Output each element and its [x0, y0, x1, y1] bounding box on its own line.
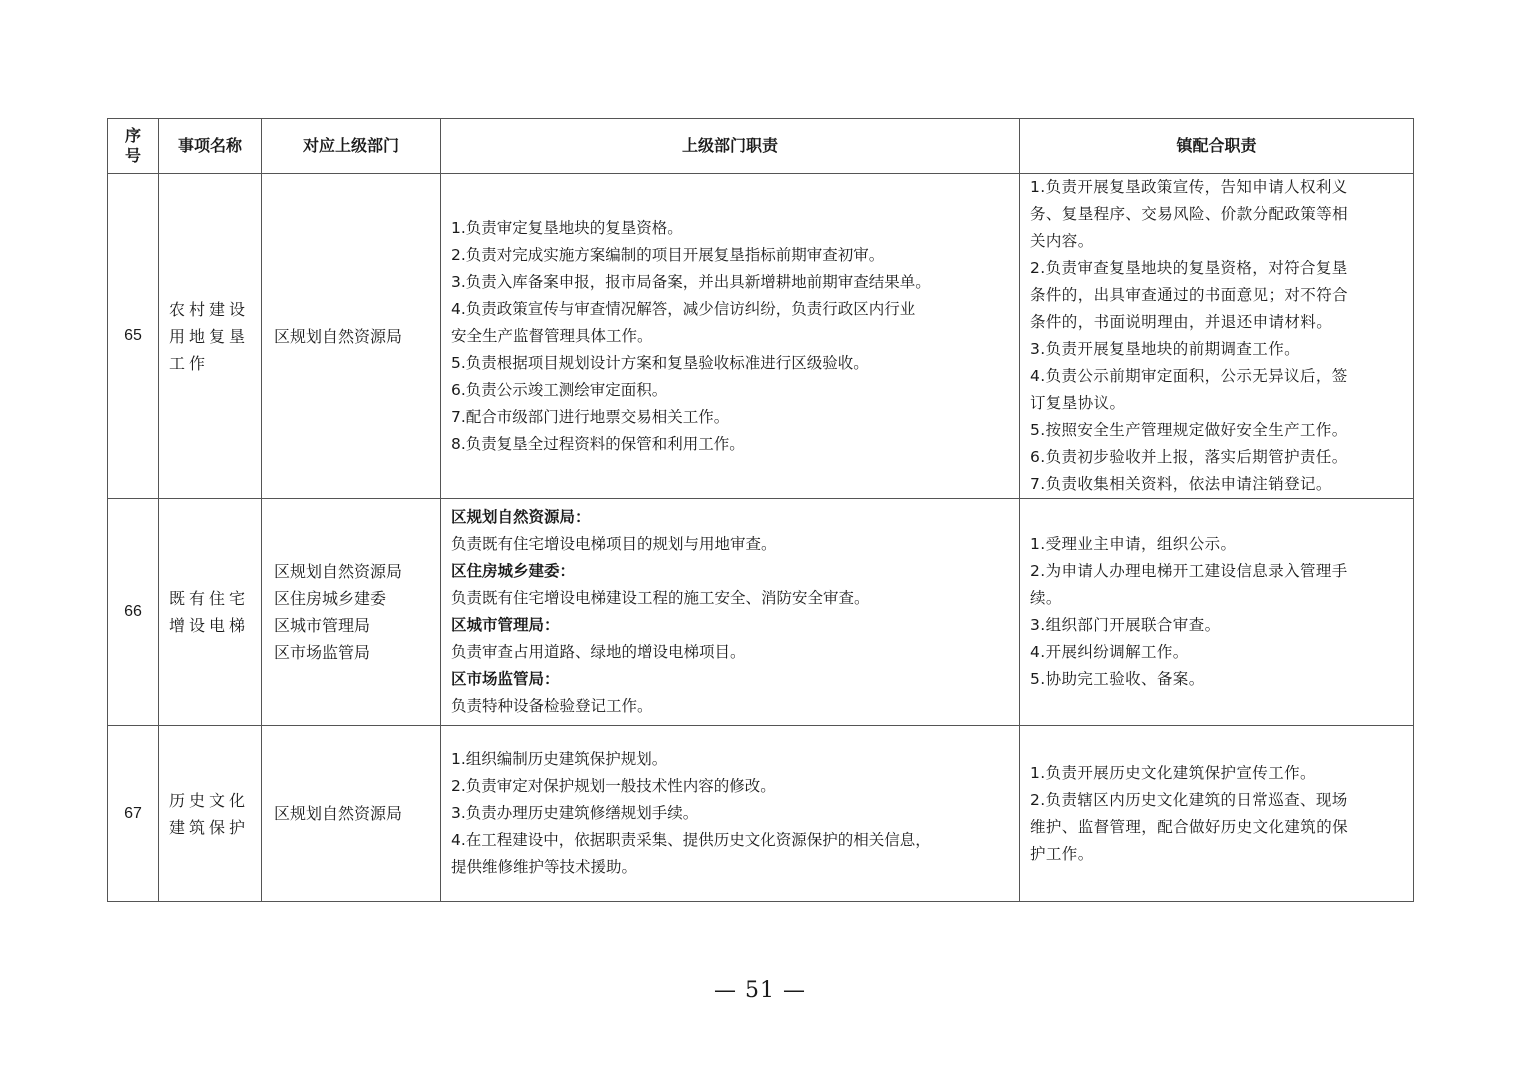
dept-cell — [262, 499, 441, 726]
header-upper-duty: 上级部门职责 — [441, 119, 1020, 174]
duty-line: 条件的，书面说明理由，并退还申请材料。 — [1030, 313, 1333, 331]
duty-line: 3.负责入库备案申报，报市局备案，并出具新增耕地前期审查结果单。 — [451, 272, 931, 291]
item-name-line: 用地复垦 — [169, 326, 250, 346]
duty-line: 3.负责办理历史建筑修缮规划手续。 — [451, 804, 699, 822]
item-name-cell — [159, 499, 262, 726]
table-row — [108, 499, 1414, 726]
town-duty-cell — [1020, 499, 1414, 726]
upper-duty-cell — [441, 174, 1020, 499]
dept-line: 区规划自然资源局 — [274, 326, 403, 346]
row-number: 66 — [108, 499, 159, 726]
duty-line: 2.为申请人办理电梯开工建设信息录入管理手 — [1030, 562, 1348, 580]
row-number: 65 — [108, 174, 159, 499]
duty-line: 负责既有住宅增设电梯建设工程的施工安全、消防安全审查。 — [451, 589, 870, 607]
duty-line: 7.配合市级部门进行地票交易相关工作。 — [451, 407, 730, 426]
dept-heading: 区市场监管局： — [451, 670, 560, 688]
dept-line: 区市场监管局 — [274, 643, 371, 662]
dept-heading: 区规划自然资源局： — [451, 508, 591, 526]
duty-line: 5.按照安全生产管理规定做好安全生产工作。 — [1030, 421, 1348, 439]
duty-line: 安全生产监督管理具体工作。 — [451, 326, 653, 345]
header-item-name: 事项名称 — [159, 119, 262, 174]
duty-line: 负责特种设备检验登记工作。 — [451, 697, 653, 715]
town-duty-cell — [1020, 726, 1414, 902]
duty-line: 续。 — [1030, 589, 1062, 607]
duty-line: 8.负责复垦全过程资料的保管和利用工作。 — [451, 434, 745, 453]
item-name-line: 历史文化 — [169, 790, 250, 810]
duty-line: 3.负责开展复垦地块的前期调查工作。 — [1030, 340, 1300, 358]
page-number: — 51 — — [714, 978, 806, 1003]
header-no: 序 号 — [108, 119, 159, 174]
duty-line: 5.协助完工验收、备案。 — [1030, 670, 1205, 688]
table-row — [108, 174, 1414, 499]
row-number: 67 — [108, 726, 159, 902]
duty-line: 1.受理业主申请，组织公示。 — [1030, 535, 1237, 553]
duty-line: 2.负责对完成实施方案编制的项目开展复垦指标前期审查初审。 — [451, 245, 885, 264]
duty-line: 3.组织部门开展联合审查。 — [1030, 616, 1221, 634]
duty-line: 4.负责政策宣传与审查情况解答，减少信访纠纷，负责行政区内行业 — [451, 299, 916, 318]
duty-line: 6.负责公示竣工测绘审定面积。 — [451, 380, 668, 399]
duty-line: 2.负责辖区内历史文化建筑的日常巡查、现场 — [1030, 790, 1348, 809]
duty-line: 订复垦协议。 — [1030, 394, 1126, 412]
duty-line: 2.负责审定对保护规划一般技术性内容的修改。 — [451, 777, 776, 795]
duty-line: 条件的，出具审查通过的书面意见；对不符合 — [1030, 286, 1349, 304]
header-town-duty: 镇配合职责 — [1020, 119, 1414, 174]
item-name-line: 工作 — [169, 353, 210, 373]
upper-duty-cell — [441, 726, 1020, 902]
duty-line: 7.负责收集相关资料，依法申请注销登记。 — [1030, 475, 1332, 493]
item-name-line: 增设电梯 — [169, 616, 250, 635]
item-name-cell — [159, 174, 262, 499]
duty-line: 4.在工程建设中，依据职责采集、提供历史文化资源保护的相关信息， — [451, 831, 931, 849]
duty-line: 护工作。 — [1030, 844, 1094, 863]
upper-duty-cell — [441, 499, 1020, 726]
duty-line: 务、复垦程序、交易风险、价款分配政策等相 — [1030, 205, 1349, 223]
header-upper-dept: 对应上级部门 — [262, 119, 441, 174]
duty-line: 4.开展纠纷调解工作。 — [1030, 643, 1189, 661]
duty-line: 负责既有住宅增设电梯项目的规划与用地审查。 — [451, 535, 777, 553]
dept-line: 区规划自然资源局 — [274, 562, 403, 581]
duty-table — [107, 118, 1414, 902]
duty-line: 1.负责开展历史文化建筑保护宣传工作。 — [1030, 763, 1316, 782]
duty-line: 负责审查占用道路、绿地的增设电梯项目。 — [451, 643, 746, 661]
duty-line: 1.负责开展复垦政策宣传，告知申请人权利义 — [1030, 178, 1348, 196]
duty-line: 5.负责根据项目规划设计方案和复垦验收标准进行区级验收。 — [451, 353, 869, 372]
table-row — [108, 726, 1414, 902]
dept-heading: 区住房城乡建委： — [451, 562, 576, 580]
item-name-line: 农村建设 — [169, 299, 250, 319]
duty-line: 关内容。 — [1030, 232, 1094, 250]
duty-line: 6.负责初步验收并上报，落实后期管护责任。 — [1030, 448, 1348, 466]
duty-line: 维护、监督管理，配合做好历史文化建筑的保 — [1030, 817, 1349, 836]
town-duty-cell — [1020, 174, 1414, 499]
duty-line: 4.负责公示前期审定面积，公示无异议后，签 — [1030, 367, 1348, 385]
duty-line: 1.组织编制历史建筑保护规划。 — [451, 750, 668, 768]
dept-line: 区规划自然资源局 — [274, 804, 403, 823]
duty-line: 提供维修维护等技术援助。 — [451, 858, 638, 876]
item-name-line: 既有住宅 — [169, 589, 250, 608]
dept-line: 区城市管理局 — [274, 616, 371, 635]
dept-cell — [262, 726, 441, 902]
item-name-cell — [159, 726, 262, 902]
dept-heading: 区城市管理局： — [451, 616, 560, 634]
dept-cell — [262, 174, 441, 499]
table-header-row — [108, 119, 1414, 174]
item-name-line: 建筑保护 — [169, 817, 250, 837]
duty-line: 1.负责审定复垦地块的复垦资格。 — [451, 218, 683, 237]
duty-line: 2.负责审查复垦地块的复垦资格，对符合复垦 — [1030, 259, 1348, 277]
dept-line: 区住房城乡建委 — [274, 589, 387, 608]
